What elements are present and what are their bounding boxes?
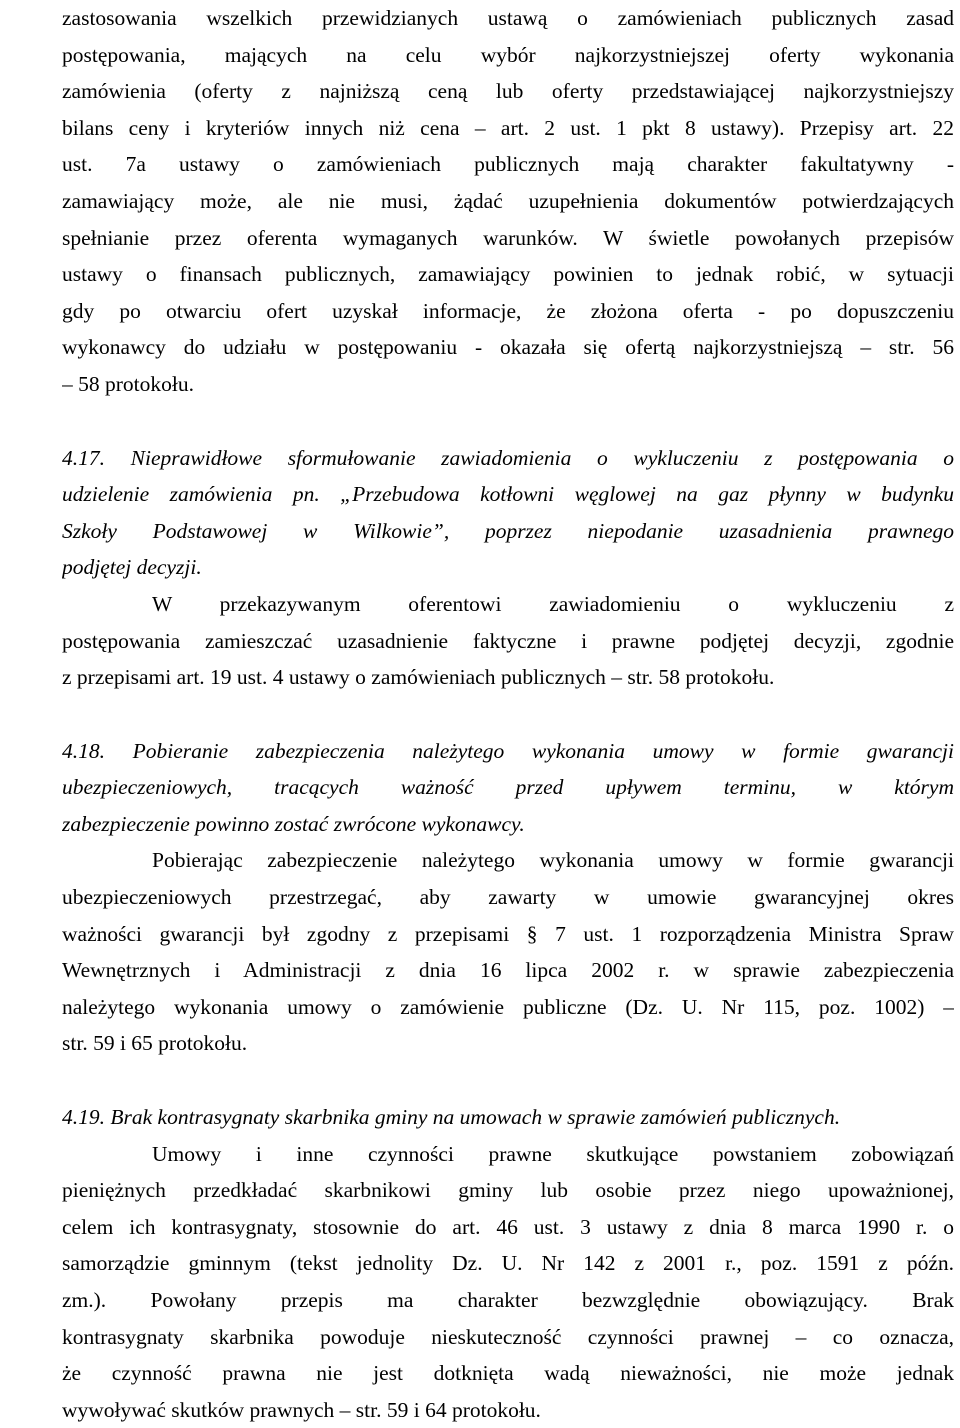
spacer <box>62 696 954 733</box>
text-line: kontrasygnaty skarbnika powoduje nieskuteczność czynności prawnej – co oznacza, <box>62 1324 954 1349</box>
section-heading-line: Szkoły Podstawowej w Wilkowie”, poprzez niepodanie uzasadnienia prawnego <box>62 518 954 543</box>
section-4-19 <box>62 1099 954 1428</box>
text-line: gdy po otwarciu ofert uzyskał informacje, że złożona oferta - po dopuszczeniu <box>62 298 954 323</box>
text-line: zamówienia (oferty z najniższą ceną lub oferty przedstawiającej najkorzystniejszy <box>62 79 954 104</box>
text-line: Pobierając zabezpieczenie należytego wykonania umowy w formie gwarancji <box>152 848 954 873</box>
section-heading-line: podjętej decyzji. <box>62 555 202 580</box>
text-line: celem ich kontrasygnaty, stosownie do art. 46 ust. 3 ustawy z dnia 8 marca 1990 r. o <box>62 1214 954 1239</box>
section-heading-line: zabezpieczenie powinno zostać zwrócone wykonawcy. <box>62 811 525 836</box>
section-heading-line: 4.17. Nieprawidłowe sformułowanie zawiadomienia o wykluczeniu z postępowania o <box>62 445 954 470</box>
text-line: W przekazywanym oferentowi zawiadomieniu o wykluczeniu z <box>152 591 954 616</box>
section-heading-line: 4.19. Brak kontrasygnaty skarbnika gminy na umowach w sprawie zamówień publicznych. <box>62 1105 841 1130</box>
text-line: ust. 7a ustawy o zamówieniach publicznych mają charakter fakultatywny - <box>62 152 954 177</box>
paragraph-continued <box>62 0 954 403</box>
text-line: str. 59 i 65 protokołu. <box>62 1031 248 1056</box>
text-line: ustawy o finansach publicznych, zamawiający powinien to jednak robić, w sytuacji <box>62 262 954 287</box>
text-line: zastosowania wszelkich przewidzianych ustawą o zamówieniach publicznych zasad <box>62 6 954 30</box>
text-line: ubezpieczeniowych przestrzegać, aby zawarty w umowie gwarancyjnej okres <box>62 885 954 910</box>
section-heading-line: ubezpieczeniowych, tracących ważność przed upływem terminu, w którym <box>62 775 954 800</box>
document-page <box>62 0 954 1428</box>
section-heading-line: 4.18. Pobieranie zabezpieczenia należytego wykonania umowy w formie gwarancji <box>62 738 954 763</box>
text-line: należytego wykonania umowy o zamówienie publiczne (Dz. U. Nr 115, poz. 1002) – <box>62 994 954 1019</box>
text-line: samorządzie gminnym (tekst jednolity Dz. U. Nr 142 z 2001 r., poz. 1591 z późn. <box>62 1251 954 1276</box>
text-line: – 58 protokołu. <box>62 371 194 396</box>
text-line: postępowania, mających na celu wybór najkorzystniejszej oferty wykonania <box>62 42 954 67</box>
spacer <box>62 403 954 440</box>
text-line: spełnianie przez oferenta wymaganych warunków. W świetle powołanych przepisów <box>62 225 954 250</box>
text-line: bilans ceny i kryteriów innych niż cena – art. 2 ust. 1 pkt 8 ustawy). Przepisy art. 22 <box>62 115 954 140</box>
text-line: zamawiający może, ale nie musi, żądać uzupełnienia dokumentów potwierdzających <box>62 188 954 213</box>
section-heading-line: udzielenie zamówienia pn. „Przebudowa kotłowni węglowej na gaz płynny w budynku <box>62 482 954 507</box>
text-line: postępowania zamieszczać uzasadnienie faktyczne i prawne podjętej decyzji, zgodnie <box>62 628 954 653</box>
text-line: że czynność prawna nie jest dotknięta wadą nieważności, nie może jednak <box>62 1361 954 1386</box>
text-line: pieniężnych przedkładać skarbnikowi gminy lub osobie przez niego upoważnionej, <box>62 1178 954 1203</box>
text-line: z przepisami art. 19 ust. 4 ustawy o zamówieniach publicznych – str. 58 protokołu. <box>62 665 775 690</box>
text-line: wykonawcy do udziału w postępowaniu - okazała się ofertą najkorzystniejszą – str. 56 <box>62 335 954 360</box>
spacer <box>62 1062 954 1099</box>
text-line: wywoływać skutków prawnych – str. 59 i 64 protokołu. <box>62 1397 541 1422</box>
text-line: Umowy i inne czynności prawne skutkujące powstaniem zobowiązań <box>152 1141 954 1166</box>
text-line: Wewnętrznych i Administracji z dnia 16 lipca 2002 r. w sprawie zabezpieczenia <box>62 958 954 983</box>
text-line: zm.). Powołany przepis ma charakter bezwzględnie obowiązujący. Brak <box>62 1288 954 1312</box>
text-line: ważności gwarancji był zgodny z przepisami § 7 ust. 1 rozporządzenia Ministra Spraw <box>62 921 954 946</box>
section-4-17 <box>62 440 954 696</box>
section-4-18 <box>62 733 954 1062</box>
